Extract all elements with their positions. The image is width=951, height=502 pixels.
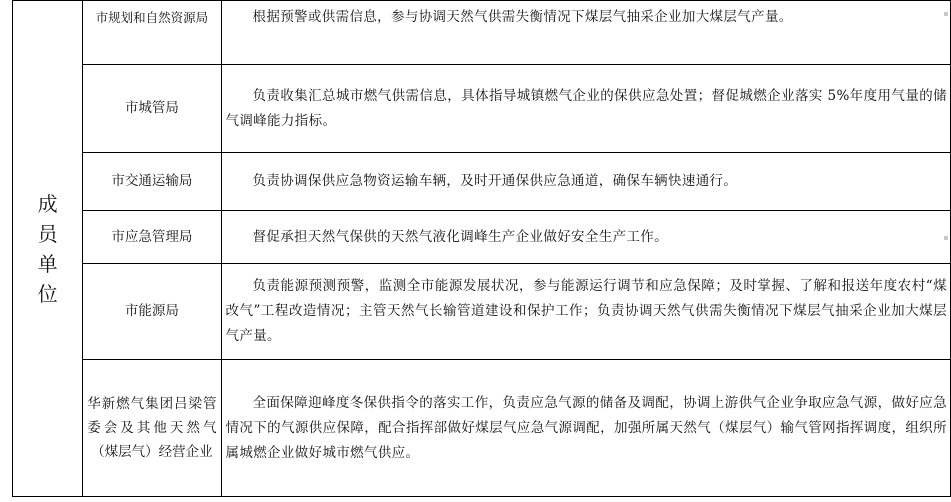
department-name: 市能源局: [83, 264, 221, 360]
page-edge-mark: [944, 236, 948, 240]
duty-description: 负责协调保供应急物资运输车辆，及时开通保供应急通道，确保车辆快速通行。: [221, 153, 951, 211]
department-name: 华新燃气集团吕梁管委会及其他天然气（煤层气）经营企业: [83, 360, 221, 497]
department-name: 市应急管理局: [83, 211, 221, 264]
duty-description: 负责能源预测预警，监测全市能源发展状况，参与能源运行调节和应急保障；及时掌握、了解和报送年度农村“煤改气”工程改造情况；主管天然气长输管道建设和保护工作；负责协调天然气供需失衡情况下煤层气抽采企业加大煤层气产量。: [221, 264, 951, 360]
group-label: 成员单位: [37, 191, 58, 306]
page-edge-mark: [944, 12, 948, 16]
table-row: [13, 65, 951, 153]
table-row: [13, 1, 951, 65]
table-row: [13, 264, 951, 360]
department-name: 市交通运输局: [83, 153, 221, 211]
duty-description: 根据预警或供需信息，参与协调天然气供需失衡情况下煤层气抽采企业加大煤层气产量。: [221, 1, 951, 65]
duty-description: 负责收集汇总城市燃气供需信息，具体指导城镇燃气企业的保供应急处置；督促城燃企业落实 5%年度用气量的储气调峰能力指标。: [221, 65, 951, 153]
duty-description: 督促承担天然气保供的天然气液化调峰生产企业做好安全生产工作。: [221, 211, 951, 264]
department-name: 市城管局: [83, 65, 221, 153]
table-row: [13, 153, 951, 211]
duty-description: 全面保障迎峰度冬保供指令的落实工作，负责应急气源的储备及调配，协调上游供气企业争取应急气源，做好应急情况下的气源供应保障，配合指挥部做好煤层气应急气源调配，加强所属天然气（煤层气）输气管网指挥调度，组织所属城燃企业做好城市燃气供应。: [221, 360, 951, 497]
table-row: [13, 211, 951, 264]
group-label-cell: [13, 1, 83, 497]
department-name: 市规划和自然资源局: [83, 1, 221, 65]
member-units-table: [12, 0, 951, 497]
table-row: [13, 360, 951, 497]
